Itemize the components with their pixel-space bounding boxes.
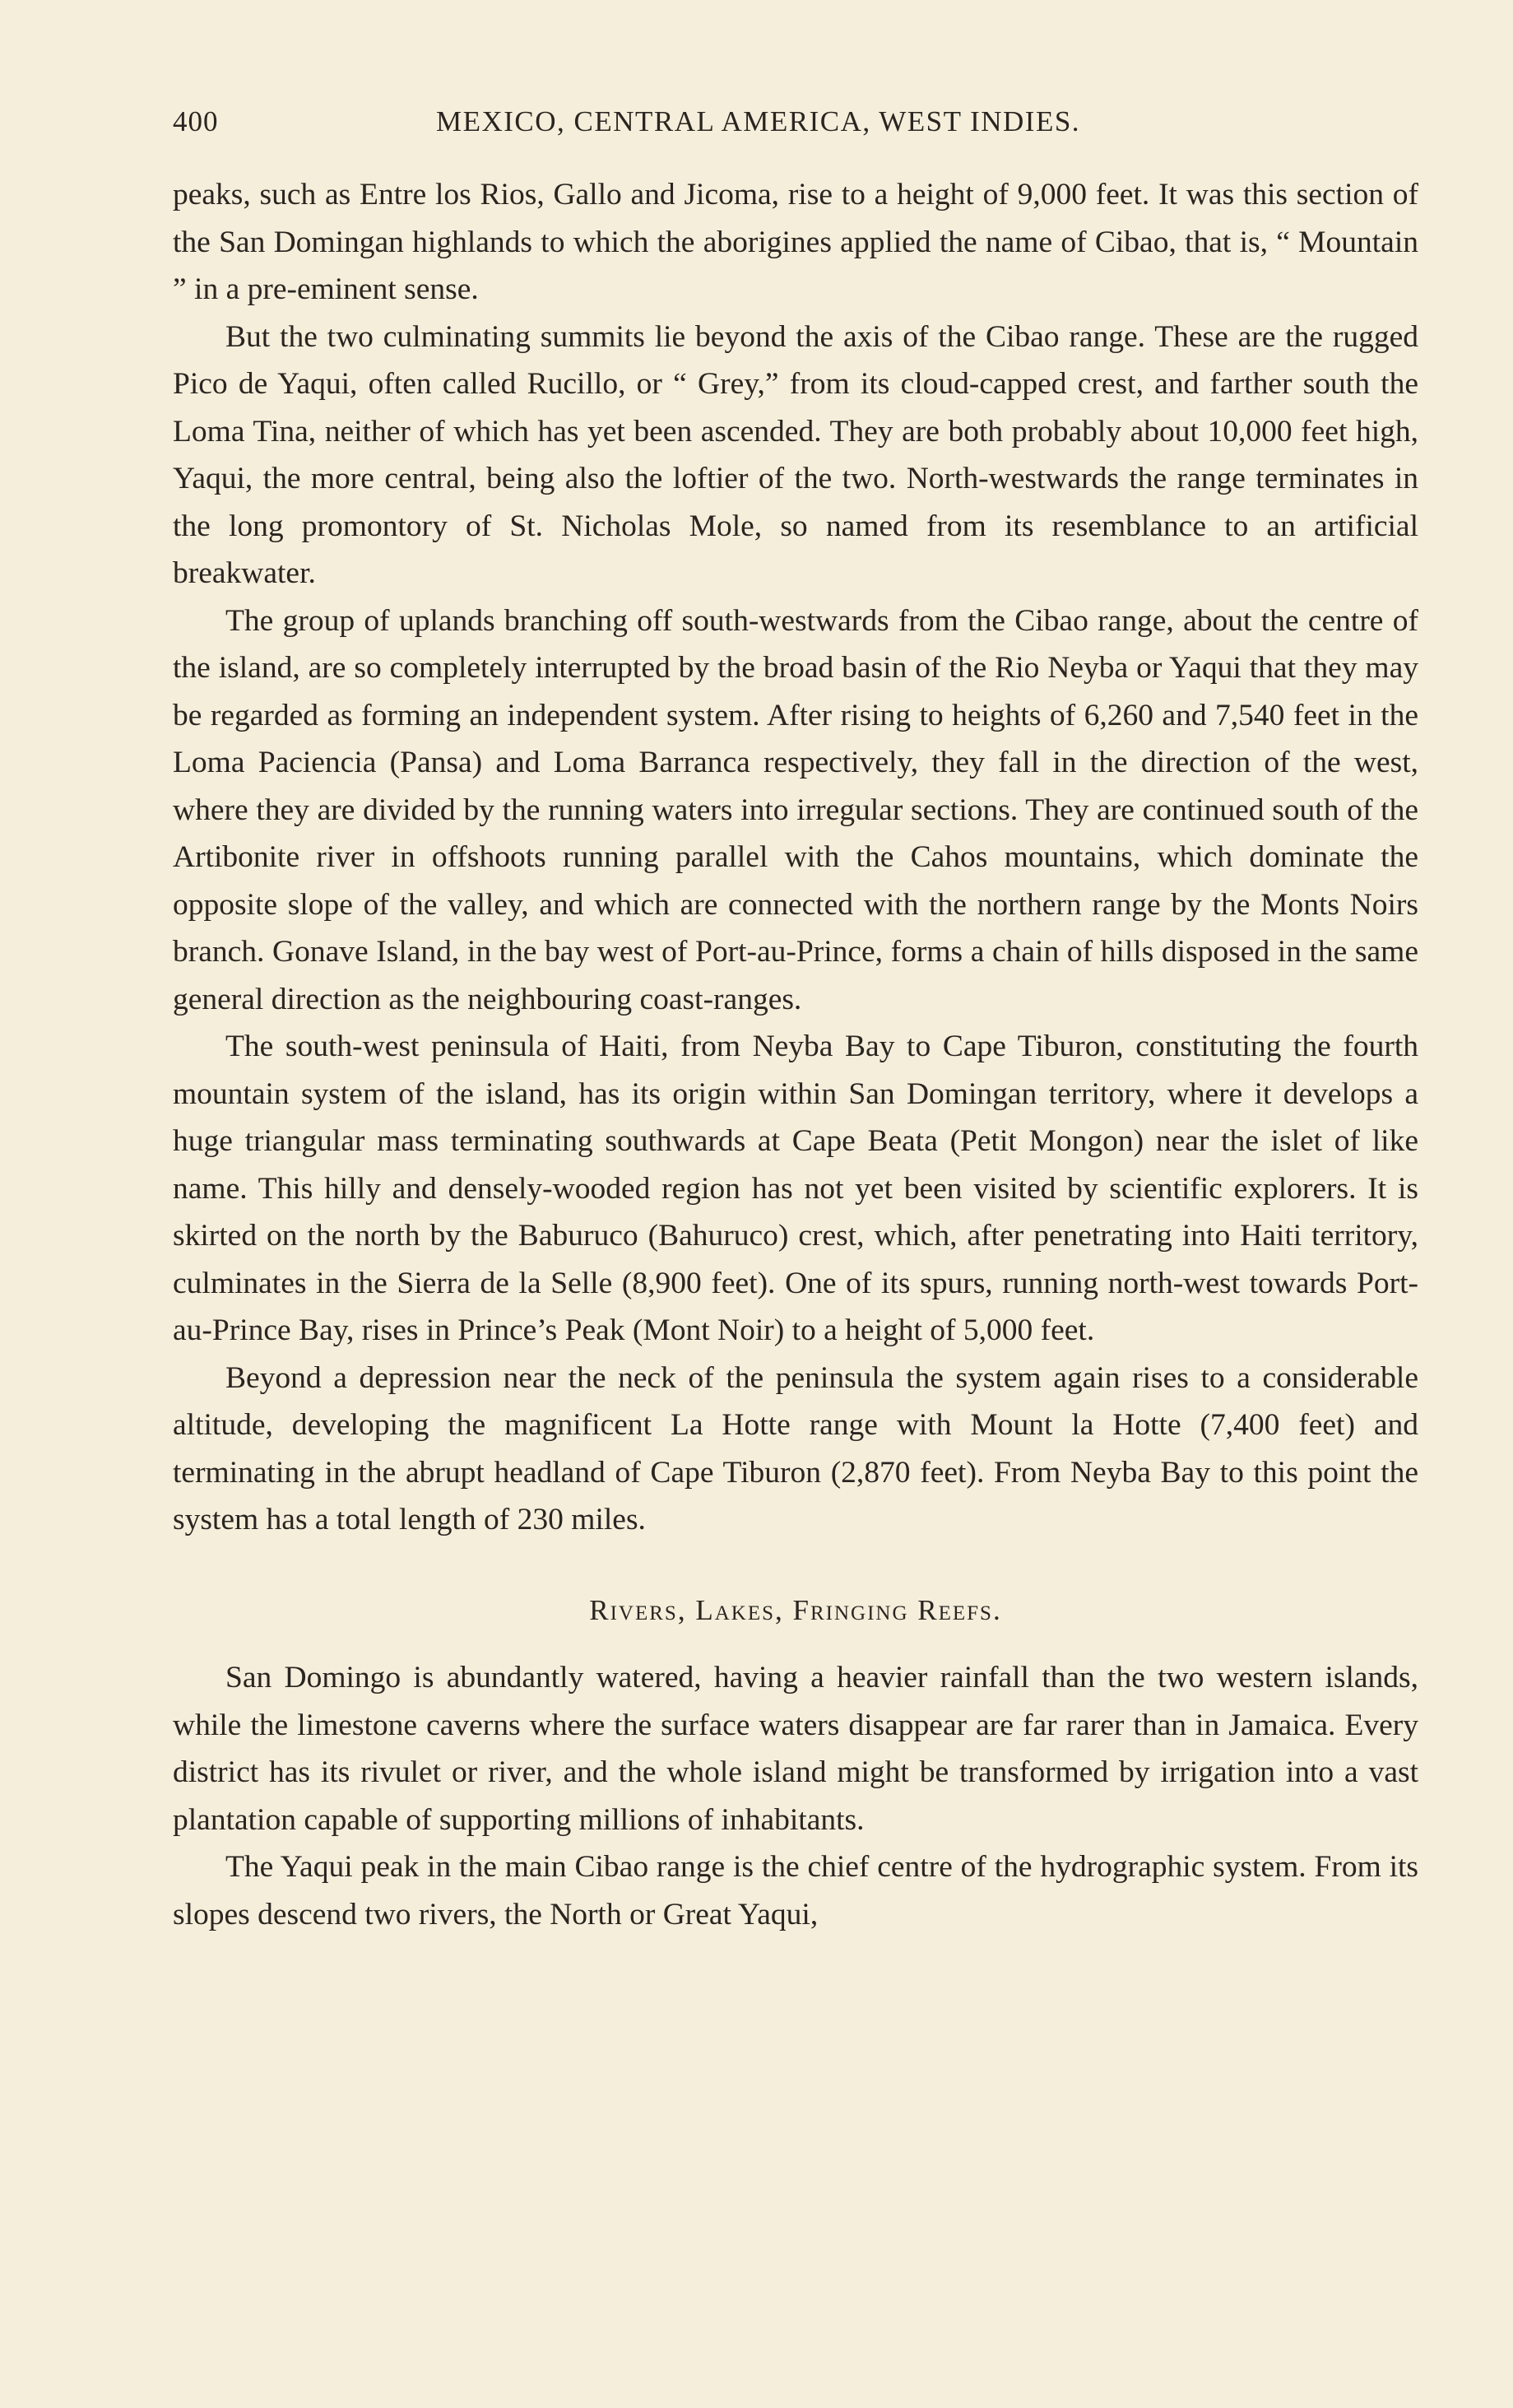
section-heading: Rivers, Lakes, Fringing Reefs. — [589, 1593, 1002, 1626]
paragraph: peaks, such as Entre los Rios, Gallo and Jicoma, rise to a height of 9,000 feet. It was this section of the San Domingan highlands to which the aborigines applied the name of Cibao, that is, “ Mountain ” in a pre-eminent sense. — [173, 178, 1418, 306]
running-head — [173, 105, 1418, 155]
page-number: 400 — [173, 105, 219, 137]
paragraph: The south-west peninsula of Haiti, from Neyba Bay to Cape Tiburon, constituting the fourth mountain system of the island, has its origin within San Domingan territory, where it develops a huge triangular mass terminating southwards at Cape Beata (Petit Mongon) near the islet of like name. This hilly and densely-wooded region has not yet been visited by scientific explorers. It is skirted on the north by the Baburuco (Bahuruco) crest, which, after penetrating into Haiti territory, culminates in the Sierra de la Selle (8,900 feet). One of its spurs, running north-west towards Port-au-Prince Bay, rises in Prince’s Peak (Mont Noir) to a height of 5,000 feet. — [173, 1030, 1418, 1347]
paragraph: The Yaqui peak in the main Cibao range is the chief centre of the hydrographic system. From its slopes descend two rivers, the North or Great Yaqui, — [173, 1850, 1418, 1932]
running-title: MEXICO, CENTRAL AMERICA, WEST INDIES. — [436, 105, 1081, 137]
paragraph: The group of uplands branching off south-westwards from the Cibao range, about the centre of the island, are so completely interrupted by the broad basin of the Rio Neyba or Yaqui that they may be regarded as forming an independent system. After rising to heights of 6,260 and 7,540 feet in the Loma Paciencia (Pansa) and Loma Barranca respectively, they fall in the direction of the west, where they are divided by the running waters into irregular sections. They are continued south of the Artibonite river in offshoots running parallel with the Cahos mountains, which dominate the opposite slope of the valley, and which are connected with the northern range by the Monts Noirs branch. Gonave Island, in the bay west of Port-au-Prince, forms a chain of hills disposed in the same general direction as the neighbouring coast-ranges. — [173, 603, 1418, 1016]
paragraph: San Domingo is abundantly watered, having a heavier rainfall than the two western islands, while the limestone caverns where the surface waters disappear are far rarer than in Jamaica. Every district has its rivulet or river, and the whole island might be transformed by irrigation into a vast plantation capable of supporting millions of inhabitants. — [173, 1661, 1418, 1837]
body-text — [173, 171, 1418, 1938]
paragraph: Beyond a depression near the neck of the peninsula the system again rises to a considerable altitude, developing the magnificent La Hotte range with Mount la Hotte (7,400 feet) and terminating in the abrupt headland of Cape Tiburon (2,870 feet). From Neyba Bay to this point the system has a total length of 230 miles. — [173, 1360, 1418, 1536]
paragraph: But the two culminating summits lie beyond the axis of the Cibao range. These are the rugged Pico de Yaqui, often called Rucillo, or “ Grey,” from its cloud-capped crest, and farther south the Loma Tina, neither of which has yet been ascended. They are both probably about 10,000 feet high, Yaqui, the more central, being also the loftier of the two. North-westwards the range terminates in the long promontory of St. Nicholas Mole, so named from its resemblance to an artificial breakwater. — [173, 319, 1418, 590]
